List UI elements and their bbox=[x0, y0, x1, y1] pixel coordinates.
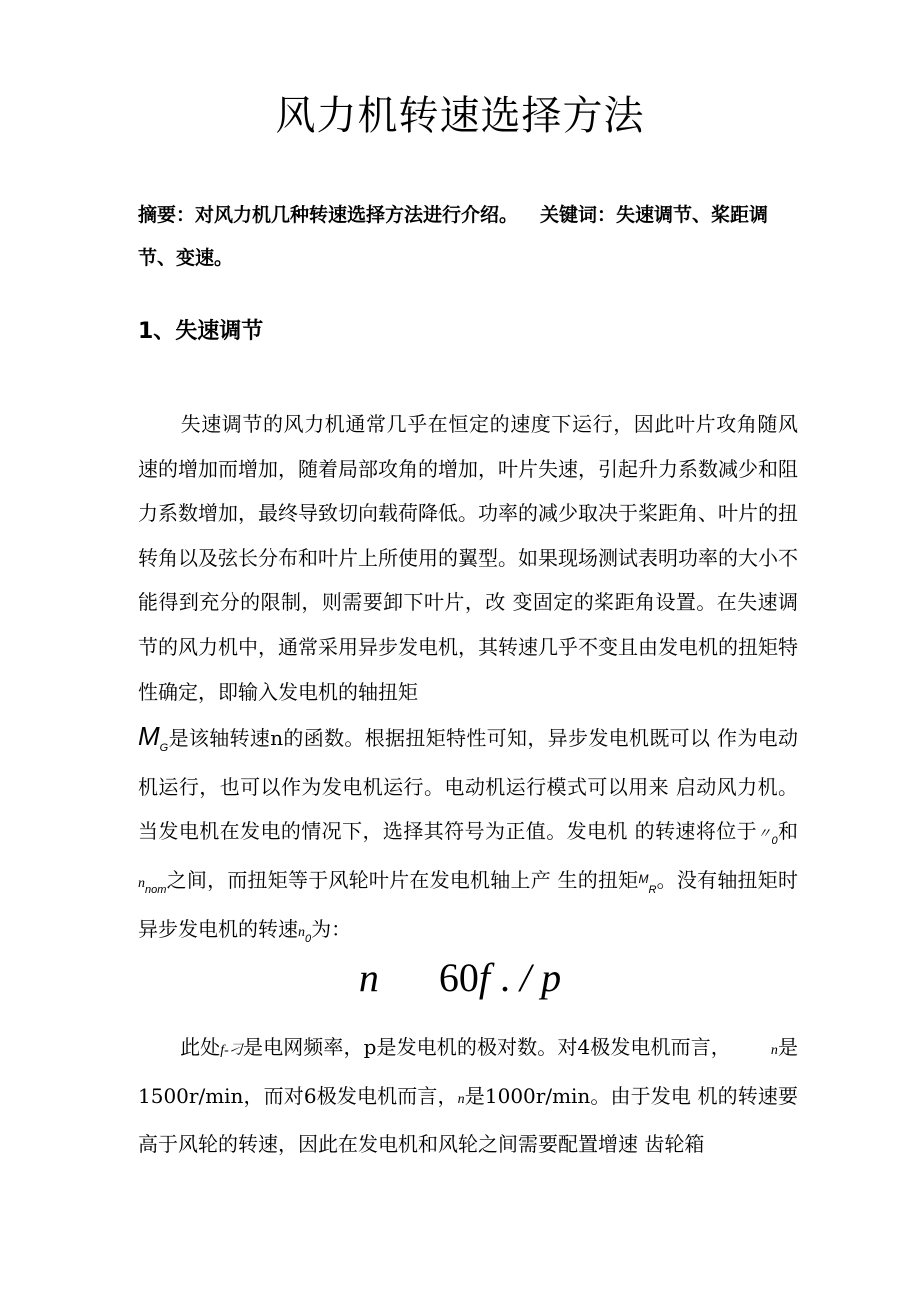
formula-number: 60 bbox=[438, 955, 479, 1000]
keywords-text: 关键词：失速调节、桨距调节、变速。 bbox=[138, 204, 769, 269]
synchronous-speed-formula bbox=[0, 950, 920, 1006]
paragraph-text: 是1500r/min，而对6极发电机而言， bbox=[138, 1035, 798, 1108]
paragraph-text: 是1000r/min。由于发电 机的转速要高于风轮的转速，因此在发电机和风轮之间需要配置增速 齿轮箱 bbox=[138, 1083, 798, 1157]
paragraph-text: 是电网频率，p是发电机的极对数。对4极发电机而言， bbox=[243, 1035, 731, 1059]
paragraph-text: 失速调节的风力机通常几乎在恒定的速度下运行，因此叶片攻角随风速的增加而增加，随着局部攻角的增加，叶片失速，引起升力系数减少和阻力系数增加，最终导致切向载荷降低。功率的减少取决于桨距角、叶片的扭转角以及弦长分布和叶片上所使用的翼型。如果现场测试表明功率的大小不能得到充分的限制，则需要卸下叶片，改 变固定的桨距角设置。在失速调节的风力机中，通常采用异步发电机，其转速几乎不变且由发电机的扭矩特性确定，即输入发电机的轴扭矩 bbox=[138, 412, 798, 704]
symbol-f: f-刁 bbox=[220, 1043, 244, 1058]
symbol-nnom: n bbox=[138, 875, 145, 891]
formula-dot: . bbox=[500, 955, 510, 1000]
paragraph-text: 此处 bbox=[180, 1035, 221, 1059]
formula-lhs: n bbox=[358, 955, 379, 1000]
symbol-mg: M bbox=[138, 721, 160, 752]
formula-pole-pairs: p bbox=[541, 955, 562, 1000]
paragraph-text: 是该轴转速n的函数。根据扭矩特性可知，异步发电机既可以 作为电动机运行，也可以作为发电机运行。电动机运行模式可以用来 启动风力机。当发电机在发电的情况下，选择其符号为正值。发电机 的转速将位于 bbox=[138, 726, 798, 844]
paragraph-text: 。没有轴扭矩时异步发电机的转速 bbox=[138, 867, 798, 941]
symbol-mr: M bbox=[638, 871, 649, 886]
paragraph-text: 之间，而扭矩等于风轮叶片在发电机轴上产 生的扭矩 bbox=[166, 867, 639, 892]
formula-slash: / bbox=[520, 955, 532, 1000]
symbol-n: n bbox=[770, 1043, 778, 1058]
paragraph-text: 为： bbox=[311, 916, 352, 941]
symbol-n0b: n bbox=[298, 924, 305, 940]
section-heading-stall: 1、失速调节 bbox=[138, 319, 264, 344]
symbol-nnom-subscript: nom bbox=[145, 883, 167, 896]
symbol-n0: 〃 bbox=[757, 827, 772, 843]
symbol-n0-subscript: 0 bbox=[771, 835, 778, 848]
abstract-block bbox=[138, 194, 798, 280]
paragraph-stall-regulation bbox=[138, 402, 798, 955]
symbol-n: n bbox=[457, 1091, 465, 1107]
paragraph-frequency-explanation bbox=[138, 1025, 798, 1167]
document-title: 风力机转速选择方法 bbox=[275, 93, 645, 139]
formula-frequency: f bbox=[478, 955, 490, 1000]
symbol-n0b-subscript: 0 bbox=[305, 932, 312, 945]
abstract-text: 摘要：对风力机几种转速选择方法进行介绍。 bbox=[138, 204, 519, 226]
symbol-mr-subscript: R bbox=[648, 883, 657, 896]
paragraph-text: 和 bbox=[777, 819, 799, 844]
symbol-mg-subscript: G bbox=[159, 742, 169, 755]
